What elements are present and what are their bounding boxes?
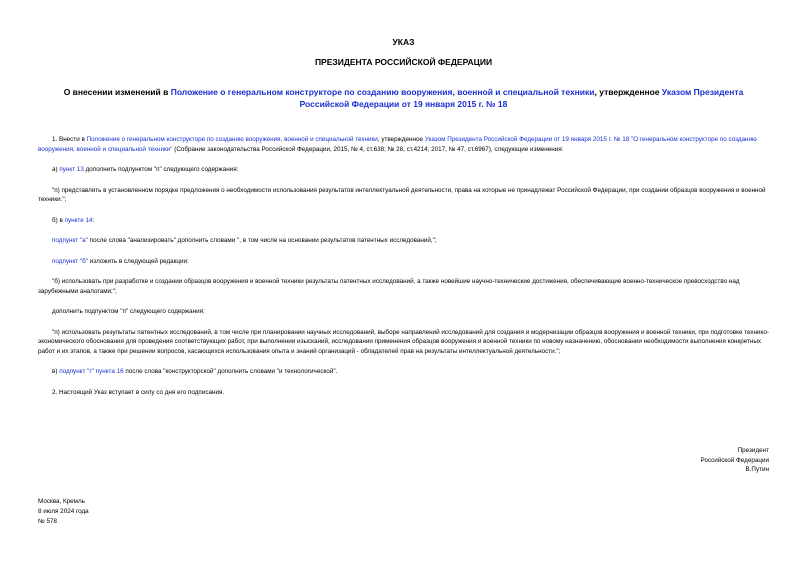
- pa-text-pre: а): [52, 166, 60, 173]
- subpoint-a-text: после слова "анализировать" дополнить словами ", в том числе на основании результатов патентных исследований,";: [87, 237, 437, 244]
- paragraph-1: [38, 135, 769, 154]
- p1-link-decree[interactable]: Указом Президента Российской Федерации от 19 января 2015 г. № 18 "О генеральном конструкторе по созданию вооружения, военной и специальной техники": [38, 136, 757, 153]
- document-body: [38, 135, 769, 397]
- pb-text-post: :: [92, 216, 95, 224]
- signature-country: Российской Федерации: [700, 456, 769, 464]
- document-footer: [38, 497, 89, 527]
- p1-text-mid: , утвержденное: [377, 136, 425, 143]
- footer-date: 8 июля 2024 года: [38, 508, 89, 515]
- signature-name: В.Путин: [745, 466, 769, 473]
- footer-number: № 578: [38, 518, 58, 525]
- subpoint-b-text: изложить в следующей редакции:: [88, 257, 189, 265]
- pa-text-post: дополнить подпунктом "п" следующего содержания:: [83, 166, 239, 173]
- pb-link-point-14[interactable]: пункте 14: [64, 216, 93, 224]
- heading-link-decree[interactable]: Указом Президента Российской Федерации от 19 января 2015 г. № 18: [299, 87, 744, 109]
- document-issuer-title: ПРЕЗИДЕНТА РОССИЙСКОЙ ФЕДЕРАЦИИ: [314, 57, 493, 67]
- link-subpoint-a[interactable]: подпункт "а": [52, 237, 88, 244]
- paragraph-2: 2. Настоящий Указ вступает в силу со дня его подписания.: [52, 388, 225, 396]
- footer-place: Москва, Кремль: [38, 498, 85, 505]
- heading-text-pre: О внесении изменений в: [63, 87, 171, 97]
- pv-text-pre: в): [52, 368, 60, 375]
- subpoint-a-change: [38, 236, 769, 246]
- new-subpoint-b: "б) использовать при разработке и создании образцов вооружения и военной техники результаты патентных исследований, а также новейшие научно-технические достижения, обеспечивающие военно-техническое превосходство над зарубежными аналогами;";: [38, 278, 740, 295]
- pv-link-point-16[interactable]: подпункт "г" пункта 16: [59, 368, 124, 375]
- add-subpoint-p: дополнить подпунктом "п" следующего содержания:: [52, 308, 205, 315]
- new-subpoint-p-1: "п) представлять в установленном порядке предложения о необходимости использования результатов интеллектуальной деятельности, права на которые не принадлежат Российской Федерации, при создании образцов вооружения и военной техники.";: [38, 186, 766, 203]
- document-type-title: УКАЗ: [392, 37, 415, 47]
- pb-text-pre: б) в: [52, 216, 65, 224]
- subpoint-b-change: [38, 257, 769, 267]
- p1-text-pre: 1. Внести в: [52, 136, 87, 143]
- signature-block: [701, 446, 769, 475]
- new-subpoint-p-2: "п) использовать результаты патентных исследований, в том числе при планировании научных исследований, выборе направлений исследований для создания и модернизации образцов вооружения и военной техники, при подготовке технико-экономического обоснования для проведения соответствующих работ, при выполнении изысканий, исследовании применения образцов вооружения и военной техники по новому назначению, обосновании необходимости выполнения конкретных работ и их этапов, а также при решении вопросов, касающихся использования опыта и знаний организаций - обладателей прав на результаты интеллектуальной деятельности.";: [38, 328, 769, 355]
- pa-link-point-13[interactable]: пункт 13: [59, 166, 84, 173]
- p1-link-regulation[interactable]: Положение о генеральном конструкторе по созданию вооружения, военной и специальной техники: [86, 136, 378, 143]
- link-subpoint-b[interactable]: подпункт "б": [52, 257, 89, 265]
- heading-text-mid: , утвержденное: [594, 87, 662, 97]
- signature-title: Президент: [737, 447, 769, 454]
- p1-text-post: (Собрание законодательства Российской Федерации, 2015, № 4, ст.638; № 28, ст.4214; 2017, № 47, ст.6967), следующие изменения:: [172, 145, 564, 153]
- subparagraph-a: [38, 165, 769, 175]
- subparagraph-v: [38, 367, 769, 377]
- document-heading: [40, 86, 767, 110]
- heading-link-regulation[interactable]: Положение о генеральном конструкторе по созданию вооружения, военной и специальной техники: [170, 87, 595, 97]
- subparagraph-b: [38, 216, 769, 226]
- pv-text-post: после слова "конструкторской" дополнить словами "и технологической".: [123, 368, 338, 375]
